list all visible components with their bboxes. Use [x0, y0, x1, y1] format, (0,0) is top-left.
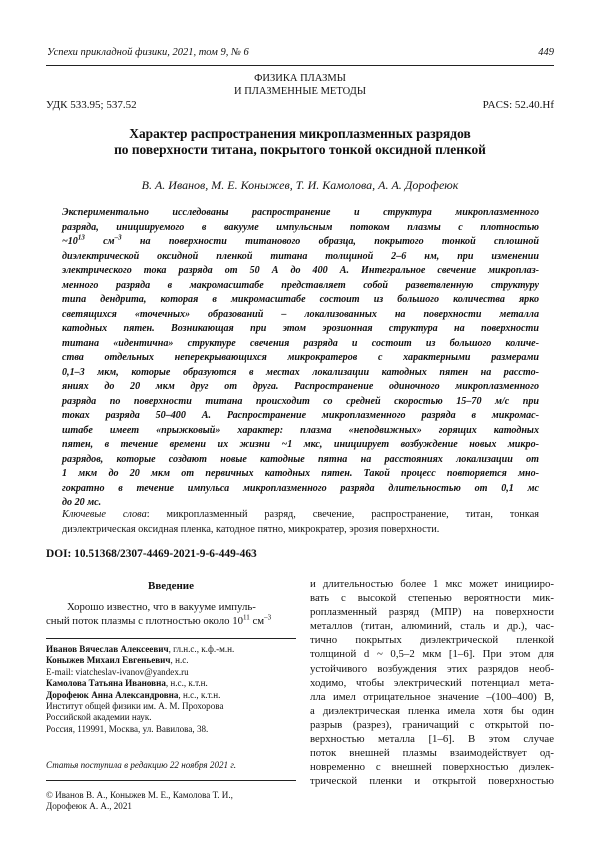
body-line: тично покрытых диэлектрической пленкой [310, 634, 554, 647]
introduction-text [46, 600, 296, 628]
body-line: ходимо, чтобы электрический потенциал мета- [310, 676, 554, 689]
abstract-line: 0,1–3 мкм, которые образуются в местах локализации катодных пятен на рассто- [62, 366, 539, 378]
abstract-line: $\sim 10^{13}$ $см^{-3}$ на поверхности титанового образца, покрытого тонкой сплошной [62, 233, 539, 247]
body-line: трической пленки и открытой поверхностью [310, 775, 554, 788]
abstract-line: штабе имеет «прыжковый» характер: плазма «неподвижных» горящих катодных [62, 424, 539, 436]
abstract-line: разряда, инициируемого в вакууме импульсным потоком плазмы с плотностью [62, 221, 539, 233]
doi: DOI: 10.51368/2307-4469-2021-9-6-449-463 [46, 548, 257, 560]
abstract-line: до 20 мс. [62, 497, 102, 508]
body-line: новременно с внешней поверхностью диэлек- [310, 761, 554, 774]
abstract-line: яниях до 20 мкм друг от друга. Распространение одиночного микроплазменного [62, 381, 539, 392]
abstract-line: менного разряда в макромасштабе представляет собой разветвленную структуру [62, 279, 539, 291]
abstract-line: катодных пятен. Возникающая при этом эрозионная структура на поверхности [62, 323, 539, 334]
body-line: роплазменный разряд (МПР) на поверхности [310, 606, 554, 619]
abstract-line: разряда по поверхности титана происходит со средней скоростью 15–70 м/с при [62, 395, 539, 407]
received-date: Статья поступила в редакцию 22 ноября 2021 г. [46, 760, 237, 770]
keywords-line-2: диэлектрическая оксидная пленка, катодное пятно, микрократер, эрозия поверхности. [62, 523, 440, 535]
keywords-line-1: Ключевые слова: микроплазменный разряд, свечение, распространение, титан, тонкая [62, 509, 540, 520]
body-line: а диэлектрическая пленка имела хотя бы один [310, 704, 554, 717]
body-line: лла имел отрицательное значение –(100–400) В, [310, 690, 554, 703]
page-number: 449 [538, 47, 554, 58]
right-column-text [310, 577, 554, 788]
author-info: Иванов Вячеслав Алексеевич, гл.н.с., к.ф.-м.н. Коныжев Михаил Евгеньевич, н.с. E-mail: viatcheslav-ivanov@yandex.ru Камолова Татьяна Ивановна, н.с., к.т.н. Дорофеюк Анна Александровна, н.с., к.т.н. Институт общей физики им. А. М. Прохорова Российской академии наук. Россия, 119991, Москва, ул. Вавилова, 38. [46, 644, 296, 735]
article-title-line-1: Характер распространения микроплазменных разрядов [129, 126, 471, 141]
body-line: металлов (титан, алюминий, сталь и др.), час- [310, 620, 554, 633]
abstract-line: пятен, в течение времени их жизни ~1 мкс, инициирует возбуждение новых микро- [62, 439, 539, 450]
abstract-line: разрядов, которые создают новые катодные пятна на расстояниях локализации от [62, 453, 539, 465]
abstract-line: светящихся «точечных» образований – локализованных на поверхности металла [62, 308, 539, 320]
abstract-line: электрического тока разряда от 50 А до 400 А. Интегральное свечение микроплаз- [62, 265, 539, 276]
keywords-label: Ключевые слова [62, 509, 147, 520]
pacs-code: PACS: 52.40.Hf [482, 99, 554, 111]
body-line: и длительностью более 1 мкс может иницииро- [310, 578, 554, 590]
body-line: разрыв (разрез), граничащий с открытой по- [310, 718, 554, 731]
abstract-line: титана «идентична» структуре свечения разряда и состоит из большого количе- [62, 337, 539, 349]
abstract-line: токах разряда 50–400 А. Распространение микроплазменного разряда в микромас- [62, 410, 539, 421]
udc-code: УДК 533.95; 537.52 [46, 99, 137, 111]
footnote-rule [46, 638, 296, 639]
article-title-line-2: по поверхности титана, покрытого тонкой оксидной пленкой [114, 142, 486, 157]
institution-line-1: Институт общей физики им. А. М. Прохорова [46, 701, 224, 712]
abstract-line: диэлектрической оксидной пленкой титана толщиной 2–6 нм, при изменении [62, 250, 539, 262]
abstract-line: типа дендрита, которая в микромасштабе состоит из большого количества ярко [62, 294, 539, 305]
author-email: E-mail: viatcheslav-ivanov@yandex.ru [46, 666, 189, 677]
keywords [62, 508, 539, 537]
intro-line: Хорошо известно, что в вакууме импуль- [67, 601, 256, 613]
abstract-line: ства отдельных неперекрывающихся микрократеров с характерными размерами [62, 352, 539, 363]
section-title-line-1: ФИЗИКА ПЛАЗМЫ [254, 73, 346, 84]
article-title [46, 126, 554, 158]
section-title-line-2: И ПЛАЗМЕННЫЕ МЕТОДЫ [233, 86, 366, 97]
header-rule [46, 65, 554, 66]
body-line: толщиной d ~ 0,5–2 мкм [1–6]. При этом для [310, 648, 554, 661]
copyright: © Иванов В. А., Коныжев М. Е., Камолова Т. И., Дорофеюк А. А., 2021 [46, 790, 233, 812]
body-line: верхностью металла [1–6]. В этом случае [310, 733, 554, 746]
body-line: устойчивого возбуждения этих разрядов необ- [310, 662, 554, 675]
abstract [62, 206, 539, 511]
journal-header: Успехи прикладной физики, 2021, том 9, № 6 [47, 47, 249, 58]
author-list: В. А. Иванов, М. Е. Коныжев, Т. И. Камолова, А. А. Дорофеюк [141, 178, 459, 192]
abstract-line: 1 мкм до 20 мкм от первичных катодных пятен. Такой процесс повторяется мно- [62, 468, 539, 479]
intro-line: сный поток плазмы с плотностью около $10^{11}$ $см^{-3}$ [46, 613, 272, 627]
body-line: вать с высокой степенью вероятности мик- [310, 592, 554, 605]
body-line: поток внешней плазмы взаимодействует од- [310, 747, 554, 760]
abstract-line: Экспериментально исследованы распространение и структура микроплазменного [62, 207, 539, 218]
institution-address: Россия, 119991, Москва, ул. Вавилова, 38. [46, 723, 209, 734]
introduction-heading: Введение [147, 580, 195, 592]
institution-line-2: Российской академии наук. [46, 712, 152, 723]
copyright-rule [46, 780, 296, 781]
abstract-line: гократно в течение импульса микроплазменного разряда длительностью от 0,1 мс [62, 482, 539, 494]
